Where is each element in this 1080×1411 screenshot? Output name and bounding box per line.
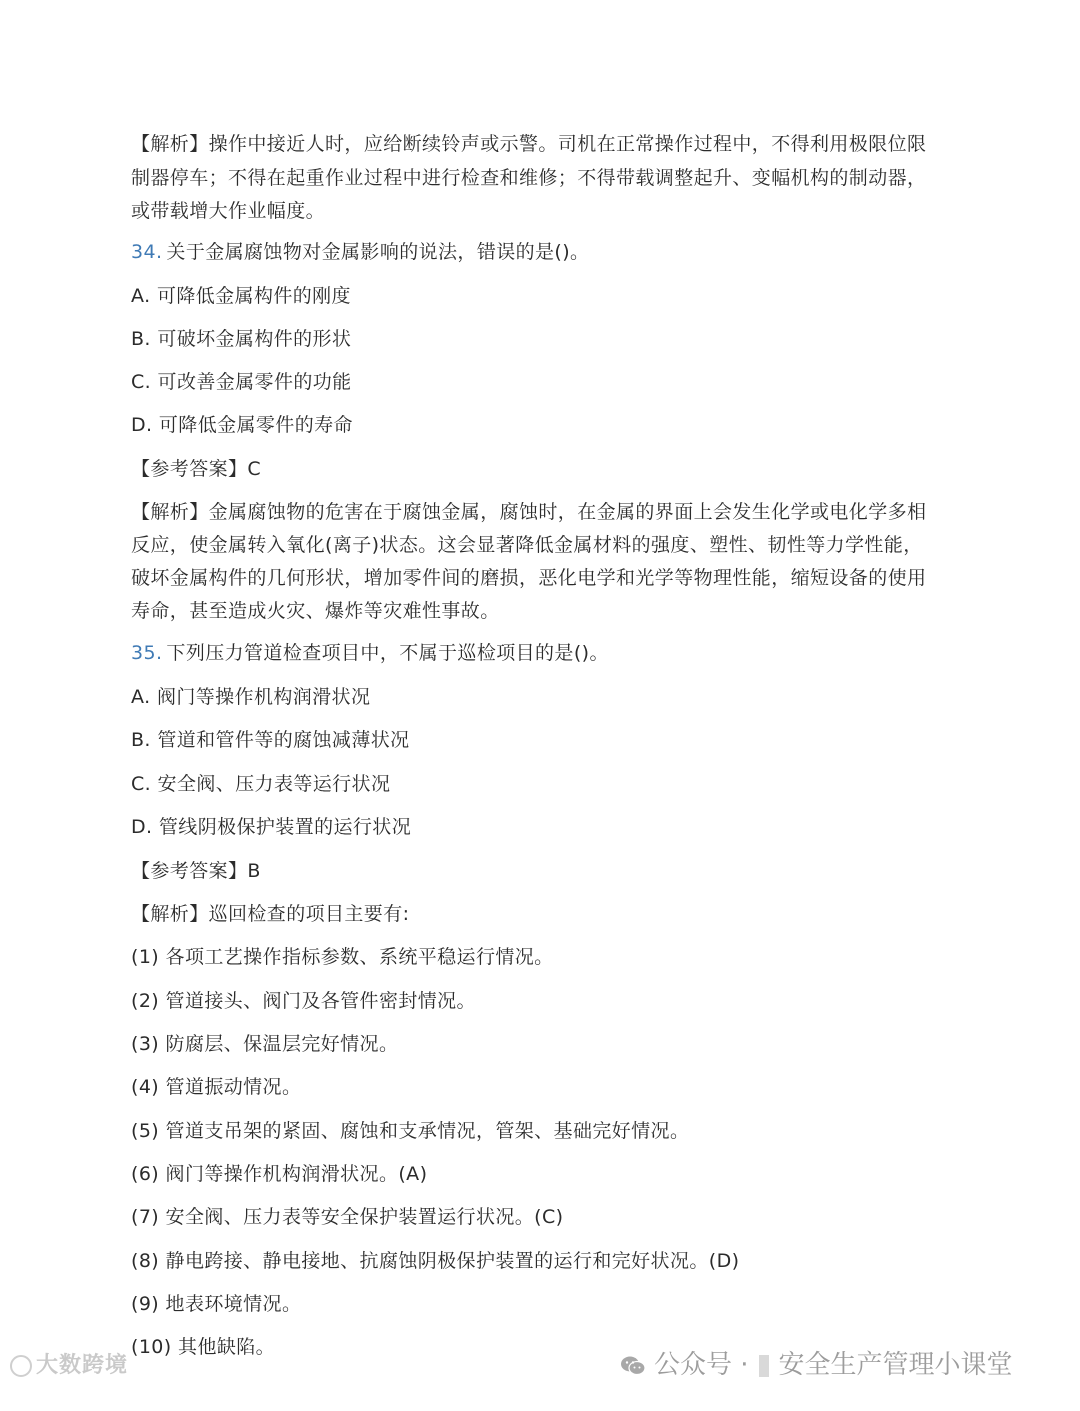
q35-answer: 【参考答案】B bbox=[131, 860, 261, 882]
q35-item-3: (3) 防腐层、保温层完好情况。 bbox=[131, 1033, 399, 1055]
left-watermark bbox=[10, 1348, 128, 1379]
q35-option-d: D. 管线阴极保护装置的运行状况 bbox=[131, 816, 412, 838]
q35-option-c: C. 安全阀、压力表等运行状况 bbox=[131, 773, 391, 795]
analysis-33-line-3: 或带载增大作业幅度。 bbox=[131, 200, 326, 222]
wechat-label: 公众号 · bbox=[654, 1350, 749, 1380]
q35-item-5: (5) 管道支吊架的紧固、腐蚀和支承情况，管架、基础完好情况。 bbox=[131, 1120, 690, 1142]
q35-item-4: (4) 管道振动情况。 bbox=[131, 1076, 302, 1098]
analysis-33-line-1: 【解析】操作中接近人时，应给断续铃声或示警。司机在正常操作过程中，不得利用极限位限 bbox=[131, 133, 927, 155]
question-35-number: 35. bbox=[131, 642, 163, 664]
q35-item-10: (10) 其他缺陷。 bbox=[131, 1336, 276, 1358]
question-34-number: 34. bbox=[131, 241, 163, 263]
q34-option-a: A. 可降低金属构件的刚度 bbox=[131, 285, 351, 307]
footer bbox=[0, 1330, 1080, 1411]
question-34-text: 关于金属腐蚀物对金属影响的说法，错误的是()。 bbox=[166, 241, 590, 263]
q35-analysis-head: 【解析】巡回检查的项目主要有: bbox=[131, 903, 410, 925]
q34-analysis-line-2: 反应，使金属转入氧化(离子)状态。这会显著降低金属材料的强度、塑性、韧性等力学性能， bbox=[131, 534, 923, 556]
watermark-logo-icon bbox=[10, 1355, 32, 1377]
q34-answer: 【参考答案】C bbox=[131, 458, 262, 480]
q34-option-b: B. 可破坏金属构件的形状 bbox=[131, 328, 352, 350]
q34-analysis-line-1: 【解析】金属腐蚀物的危害在于腐蚀金属，腐蚀时，在金属的界面上会发生化学或电化学多相 bbox=[131, 501, 927, 523]
question-35 bbox=[131, 642, 609, 664]
q35-item-2: (2) 管道接头、阀门及各管件密封情况。 bbox=[131, 990, 476, 1012]
q35-item-1: (1) 各项工艺操作指标参数、系统平稳运行情况。 bbox=[131, 946, 554, 968]
wechat-account-watermark bbox=[620, 1344, 1013, 1381]
q34-analysis-line-4: 寿命，甚至造成火灾、爆炸等灾难性事故。 bbox=[131, 600, 500, 622]
analysis-33-line-2: 制器停车；不得在起重作业过程中进行检查和维修；不得带载调整起升、变幅机构的制动器， bbox=[131, 167, 927, 189]
q34-analysis-line-3: 破坏金属构件的几何形状，增加零件间的磨损，恶化电学和光学等物理性能，缩短设备的使用 bbox=[131, 567, 927, 589]
q34-option-c: C. 可改善金属零件的功能 bbox=[131, 371, 352, 393]
q35-option-b: B. 管道和管件等的腐蚀减薄状况 bbox=[131, 729, 410, 751]
q35-item-9: (9) 地表环境情况。 bbox=[131, 1293, 302, 1315]
q35-item-7: (7) 安全阀、压力表等安全保护装置运行状况。(C) bbox=[131, 1206, 564, 1228]
account-name: 安全生产管理小课堂 bbox=[778, 1350, 1013, 1380]
q35-option-a: A. 阀门等操作机构润滑状况 bbox=[131, 686, 371, 708]
q35-item-8: (8) 静电跨接、静电接地、抗腐蚀阴极保护装置的运行和完好状况。(D) bbox=[131, 1250, 740, 1272]
wechat-icon bbox=[620, 1355, 646, 1377]
question-35-text: 下列压力管道检查项目中，不属于巡检项目的是()。 bbox=[166, 642, 609, 664]
q34-option-d: D. 可降低金属零件的寿命 bbox=[131, 414, 353, 436]
question-34 bbox=[131, 241, 589, 263]
redaction-block bbox=[759, 1355, 769, 1377]
q35-item-6: (6) 阀门等操作机构润滑状况。(A) bbox=[131, 1163, 428, 1185]
left-watermark-text: 大数跨境 bbox=[36, 1353, 129, 1378]
